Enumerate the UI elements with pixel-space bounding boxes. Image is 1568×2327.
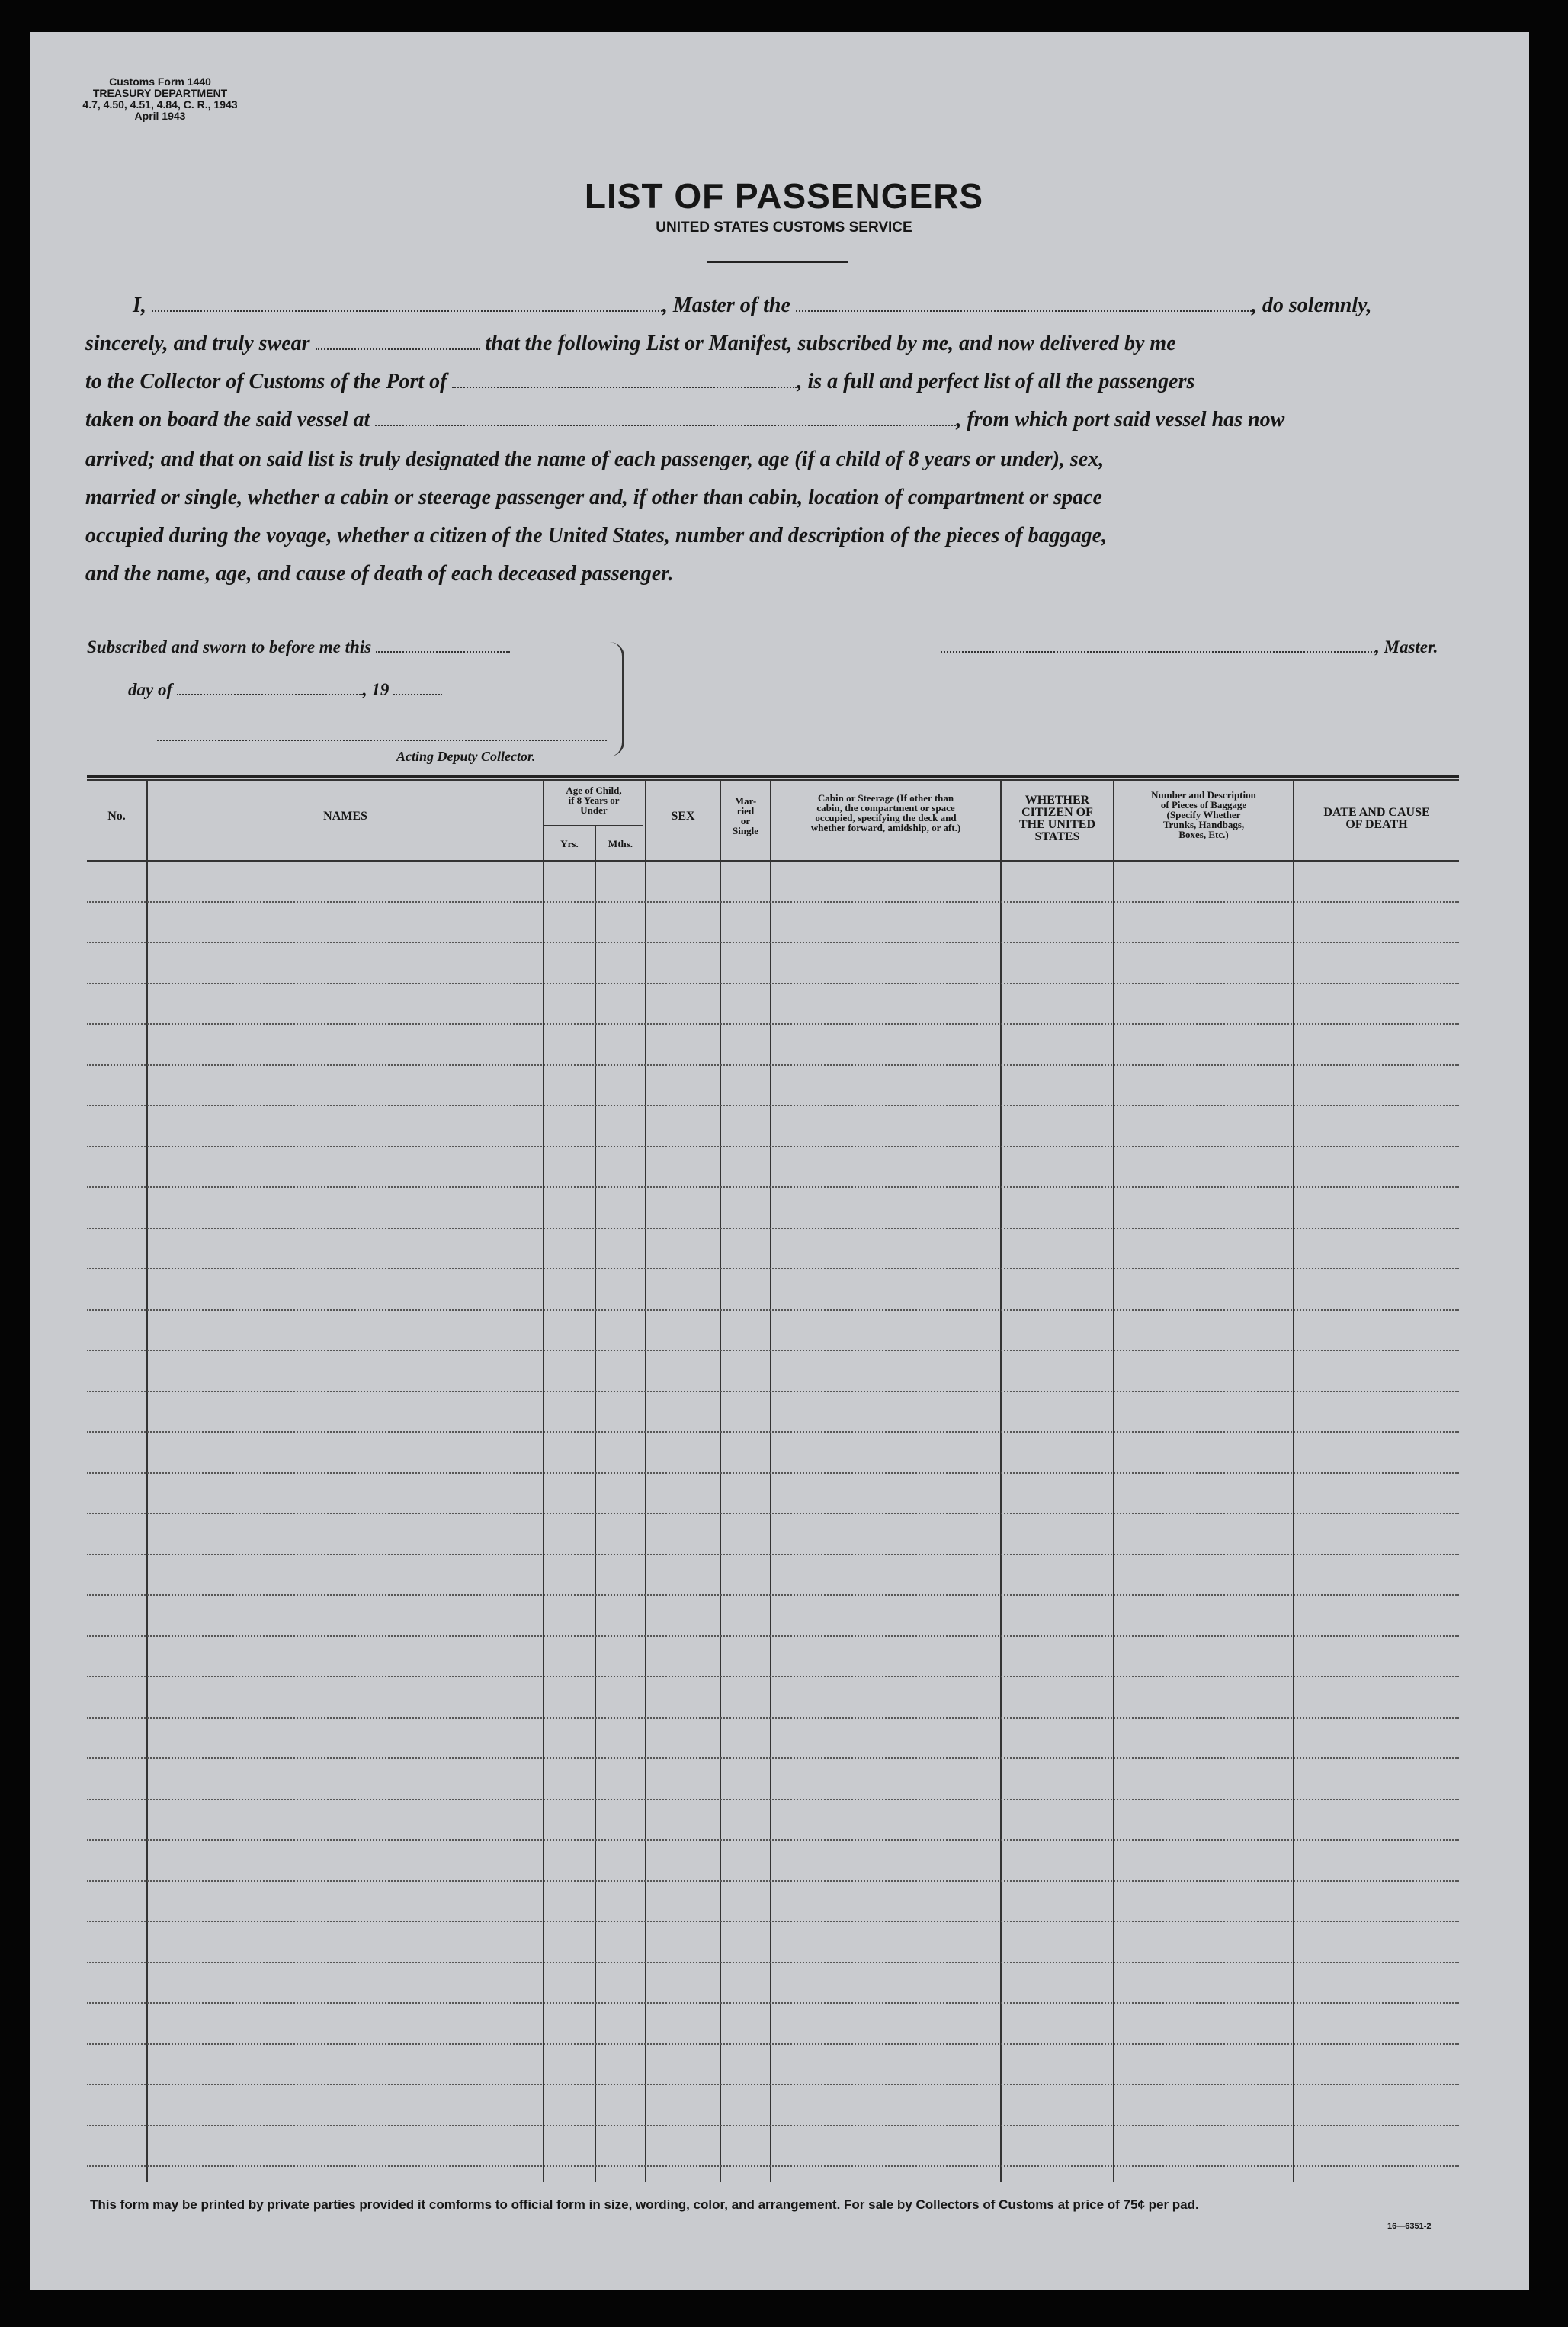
- table-row[interactable]: [87, 1105, 1459, 1106]
- table-row[interactable]: [87, 2002, 1459, 2004]
- table-row[interactable]: [87, 1635, 1459, 1637]
- col-sex: SEX: [671, 810, 695, 823]
- age-subheader-line: [543, 825, 643, 826]
- print-code: 16—6351-2: [1387, 2222, 1432, 2231]
- col-divider: [543, 779, 544, 2182]
- subscribed-line: Subscribed and sworn to before me this: [87, 637, 510, 657]
- table-row[interactable]: [87, 1799, 1459, 1800]
- page-subtitle: UNITED STATES CUSTOMS SERVICE: [656, 220, 912, 236]
- table-row[interactable]: [87, 1554, 1459, 1555]
- sworn-day-field[interactable]: [376, 650, 510, 653]
- table-row[interactable]: [87, 1228, 1459, 1229]
- table-row[interactable]: [87, 901, 1459, 903]
- col-divider: [1113, 779, 1114, 2182]
- col-divider: [770, 779, 771, 2182]
- col-cabin: Cabin or Steerage (If other than cabin, the compartment or space occupied, specifying the deck and whether forward, amidship, or aft.): [810, 792, 961, 833]
- col-divider: [645, 779, 646, 2182]
- acting-deputy-label: Acting Deputy Collector.: [396, 749, 536, 764]
- collector-signature-line: [157, 726, 607, 746]
- title-rule: [707, 261, 848, 263]
- vessel-name-field[interactable]: [796, 310, 1252, 312]
- table-row[interactable]: [87, 1717, 1459, 1719]
- form-header: [61, 76, 259, 122]
- table-row[interactable]: [87, 1962, 1459, 1963]
- table-row[interactable]: [87, 983, 1459, 984]
- master-name-field[interactable]: [152, 310, 662, 312]
- table-row[interactable]: [87, 1309, 1459, 1311]
- col-baggage: Number and Description of Pieces of Baggage (Specify Whether Trunks, Handbags, Boxes, Etc.): [1151, 789, 1256, 840]
- master-signature-line: , Master.: [941, 637, 1438, 657]
- table-row[interactable]: [87, 1839, 1459, 1841]
- regulations: 4.7, 4.50, 4.51, 4.84, C. R., 1943: [82, 98, 238, 111]
- table-row[interactable]: [87, 1513, 1459, 1514]
- oath-line-6: married or single, whether a cabin or steerage passenger and, if other than cabin, location of compartment or space: [85, 486, 1102, 509]
- month-field[interactable]: [177, 693, 363, 695]
- table-row[interactable]: [87, 1431, 1459, 1433]
- table-row[interactable]: [87, 1268, 1459, 1269]
- year-field[interactable]: [393, 693, 442, 695]
- col-divider: [595, 825, 596, 2182]
- master-signature-field[interactable]: [941, 650, 1375, 653]
- col-death: DATE AND CAUSE OF DEATH: [1323, 806, 1430, 831]
- header-bottom-line: [87, 860, 1459, 862]
- table-row[interactable]: [87, 1676, 1459, 1677]
- col-mths: Mths.: [608, 838, 633, 849]
- oath-line-5: arrived; and that on said list is truly designated the name of each passenger, age (if a child of 8 years or under), sex,: [85, 448, 1105, 471]
- collector-signature-field[interactable]: [157, 739, 607, 741]
- table-row[interactable]: [87, 1757, 1459, 1759]
- table-row[interactable]: [87, 1880, 1459, 1882]
- table-row[interactable]: [87, 1594, 1459, 1596]
- oath-line-8: and the name, age, and cause of death of each deceased passenger.: [85, 562, 674, 586]
- table-row[interactable]: [87, 2084, 1459, 2085]
- col-yrs: Yrs.: [560, 838, 579, 849]
- port-field[interactable]: [452, 386, 797, 388]
- col-names: NAMES: [323, 810, 367, 823]
- table-row[interactable]: [87, 942, 1459, 943]
- table-row[interactable]: [87, 2043, 1459, 2045]
- table-row[interactable]: [87, 1186, 1459, 1188]
- table-row[interactable]: [87, 1391, 1459, 1392]
- form-number: Customs Form 1440: [109, 75, 211, 88]
- table-row[interactable]: [87, 1023, 1459, 1025]
- col-divider: [720, 779, 721, 2182]
- passenger-table: [87, 779, 1459, 2182]
- table-row[interactable]: [87, 2125, 1459, 2126]
- day-of-line: day of , 19: [128, 680, 442, 700]
- col-age: Age of Child, if 8 Years or Under: [566, 785, 622, 816]
- col-divider: [1000, 779, 1002, 2182]
- oath-line-2: sincerely, and truly swear that the following List or Manifest, subscribed by me, and now delivered by me: [85, 332, 1176, 355]
- brace: [610, 642, 624, 756]
- header-top-line: [87, 779, 1459, 781]
- form-date: April 1943: [134, 110, 186, 122]
- col-no: No.: [107, 810, 126, 823]
- table-row[interactable]: [87, 1921, 1459, 1922]
- table-row[interactable]: [87, 1146, 1459, 1147]
- table-top-rule: [87, 775, 1459, 778]
- page-title: LIST OF PASSENGERS: [584, 176, 984, 216]
- swear-field[interactable]: [316, 348, 480, 350]
- table-row[interactable]: [87, 1472, 1459, 1474]
- oath-line-4: taken on board the said vessel at , from which port said vessel has now: [85, 408, 1285, 432]
- col-citizen: WHETHER CITIZEN OF THE UNITED STATES: [1018, 794, 1096, 843]
- col-divider: [1293, 779, 1294, 2182]
- footer-note: This form may be printed by private parties provided it comforms to official form in size, wording, color, and arrangement. For sale by Collectors of Customs at price of 75¢ per pad.: [90, 2197, 1199, 2212]
- department: TREASURY DEPARTMENT: [92, 87, 228, 99]
- oath-line-3: to the Collector of Customs of the Port of , is a full and perfect list of all the passengers: [85, 370, 1195, 393]
- col-married: Mar- ried or Single: [733, 795, 758, 836]
- oath-line-7: occupied during the voyage, whether a citizen of the United States, number and description of the pieces of baggage,: [85, 524, 1108, 547]
- col-divider: [146, 779, 148, 2182]
- table-row[interactable]: [87, 1350, 1459, 1351]
- oath-line-1: I, , Master of the , do solemnly,: [133, 294, 1372, 317]
- departure-port-field[interactable]: [375, 424, 956, 426]
- table-row[interactable]: [87, 2165, 1459, 2167]
- table-row[interactable]: [87, 1064, 1459, 1066]
